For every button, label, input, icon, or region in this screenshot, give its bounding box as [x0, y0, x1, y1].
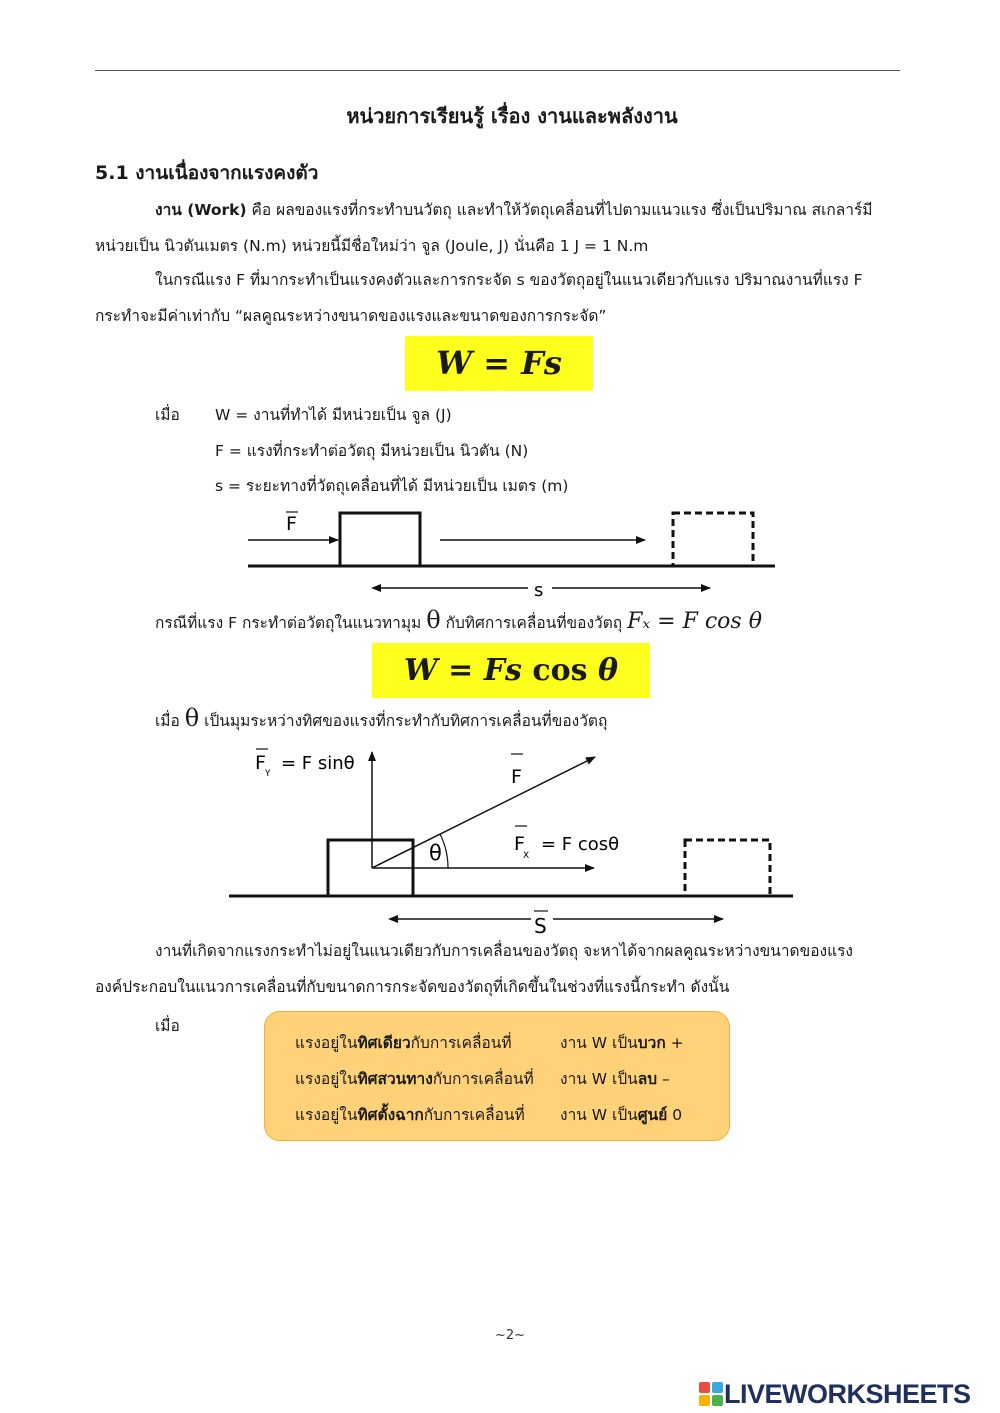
displacement-label: S: [534, 914, 547, 938]
intro-line1: คือ ผลของแรงที่กระทำบนวัตถุ และทำให้วัตถุเคลื่อนที่ไปตามแนวแรง ซึ่งเป็นปริมาณ สเกลาร์มี: [246, 201, 873, 219]
summary-post: กับการเคลื่อนที่: [432, 1070, 534, 1088]
formula2-cos: cos: [521, 653, 598, 688]
para2-line1: ในกรณีแรง F ที่มากระทำเป็นแรงคงตัวและการกระจัด s ของวัตถุอยู่ในแนวเดียวกับแรง ปริมาณงานที่แรง F: [155, 271, 863, 289]
formula-work: W = Fs: [405, 336, 593, 391]
summary-pre: แรงอยู่ใน: [295, 1070, 358, 1088]
summary-row-perpendicular: [295, 1102, 682, 1127]
definition-w: W = งานที่ทำได้ มีหน่วยเป็น จูล (J): [215, 406, 452, 424]
summary-sign: +: [665, 1034, 684, 1052]
summary-sign: –: [657, 1070, 670, 1088]
page-number: ~2~: [494, 1328, 526, 1343]
angle-case-sentence: [155, 606, 762, 635]
summary-result: ศูนย์: [637, 1106, 668, 1124]
summary-box: [264, 1011, 730, 1141]
summary-result-pre: งาน W เป็น: [560, 1106, 638, 1124]
formula2-lhs: W = Fs: [404, 653, 522, 688]
summary-pre: แรงอยู่ใน: [295, 1034, 358, 1052]
block-final-position: [685, 840, 770, 896]
block: [340, 513, 420, 566]
definitions-lead: เมื่อ: [155, 406, 180, 424]
theta-symbol: θ: [426, 606, 441, 634]
fx-subscript: X: [523, 851, 530, 861]
angle-case-text: กรณีที่แรง F กระทำต่อวัตถุในแนวทามุม: [155, 614, 427, 632]
fy-equation: = F sinθ: [281, 753, 355, 774]
constant-force-paragraph: [95, 262, 930, 334]
logo-icon: [698, 1381, 724, 1407]
summary-sign: 0: [667, 1106, 683, 1124]
formula2-theta: θ: [597, 653, 618, 688]
f-label: F: [511, 766, 522, 788]
definition-s: s = ระยะทางที่วัตถุเคลื่อนที่ได้ มีหน่วยเป็น เมตร (m): [215, 477, 569, 495]
para3-line2: องค์ประกอบในแนวการเคลื่อนที่กับขนาดการกระจัดของวัตถุที่เกิดขึ้นในช่วงที่แรงนี้กระทำ ดังนั้น: [95, 978, 730, 996]
displacement-label: s: [534, 580, 544, 601]
fy-subscript: Y: [265, 769, 271, 779]
angle-case-text2: กับทิศการเคลื่อนที่ของวัตถุ: [440, 614, 628, 632]
page-title: หน่วยการเรียนรู้ เรื่อง งานและพลังงาน: [346, 104, 678, 128]
theta-definition: [155, 704, 607, 733]
diagram-angled-force: [225, 740, 800, 940]
fx-equation: = F cosθ: [541, 834, 620, 855]
summary-row-opposite-direction: [295, 1066, 670, 1091]
diagram-constant-force: [240, 500, 785, 605]
summary-result: ลบ: [637, 1070, 658, 1088]
summary-direction: ทิศตั้งฉาก: [357, 1106, 424, 1124]
summary-post: กับการเคลื่อนที่: [423, 1106, 525, 1124]
fx-formula: Fₓ = F cos θ: [627, 609, 762, 634]
summary-direction: ทิศสวนทาง: [357, 1070, 433, 1088]
work-term: งาน (Work): [155, 201, 247, 219]
para3-line1: งานที่เกิดจากแรงกระทำไม่อยู่ในแนวเดียวกับการเคลื่อนของวัตถุ จะหาได้จากผลคูณระหว่างขนาดของแรง: [155, 942, 853, 960]
theta-def-lead: เมื่อ: [155, 712, 185, 730]
liveworksheets-logo[interactable]: [698, 1378, 971, 1410]
logo-text: LIVEWORKSHEETS: [724, 1378, 971, 1409]
block-final-position: [673, 513, 753, 566]
summary-post: กับการเคลื่อนที่: [410, 1034, 512, 1052]
top-rule: [95, 70, 900, 71]
angle-label: θ: [429, 841, 442, 865]
summary-result-pre: งาน W เป็น: [560, 1070, 638, 1088]
summary-result-pre: งาน W เป็น: [560, 1034, 638, 1052]
summary-row-same-direction: [295, 1030, 684, 1055]
formula-work-angle: [372, 643, 650, 698]
theta-def-rest: เป็นมุมระหว่างทิศของแรงที่กระทำกับทิศการเคลื่อนที่ของวัตถุ: [199, 712, 608, 730]
summary-direction: ทิศเดียว: [357, 1034, 411, 1052]
component-paragraph: [95, 933, 930, 1005]
summary-pre: แรงอยู่ใน: [295, 1106, 358, 1124]
intro-paragraph: [95, 192, 930, 264]
summary-result: บวก: [637, 1034, 666, 1052]
para2-line2: กระทำจะมีค่าเท่ากับ “ผลคูณระหว่างขนาดของแรงและขนาดของการกระจัด”: [95, 307, 607, 325]
definition-f: F = แรงที่กระทำต่อวัตถุ มีหน่วยเป็น นิวตัน (N): [215, 442, 529, 460]
intro-line2: หน่วยเป็น นิวตันเมตร (N.m) หน่วยนี้มีชื่อใหม่ว่า จูล (Joule, J) นั่นคือ 1 J = 1 N.m: [95, 237, 649, 255]
fx-label: F: [514, 833, 525, 855]
fy-label: F: [255, 752, 266, 774]
section-heading: 5.1 งานเนื่องจากแรงคงตัว: [95, 162, 319, 184]
force-label: F: [286, 513, 297, 535]
summary-lead: เมื่อ: [155, 1017, 180, 1035]
theta-def-symbol: θ: [184, 704, 200, 732]
